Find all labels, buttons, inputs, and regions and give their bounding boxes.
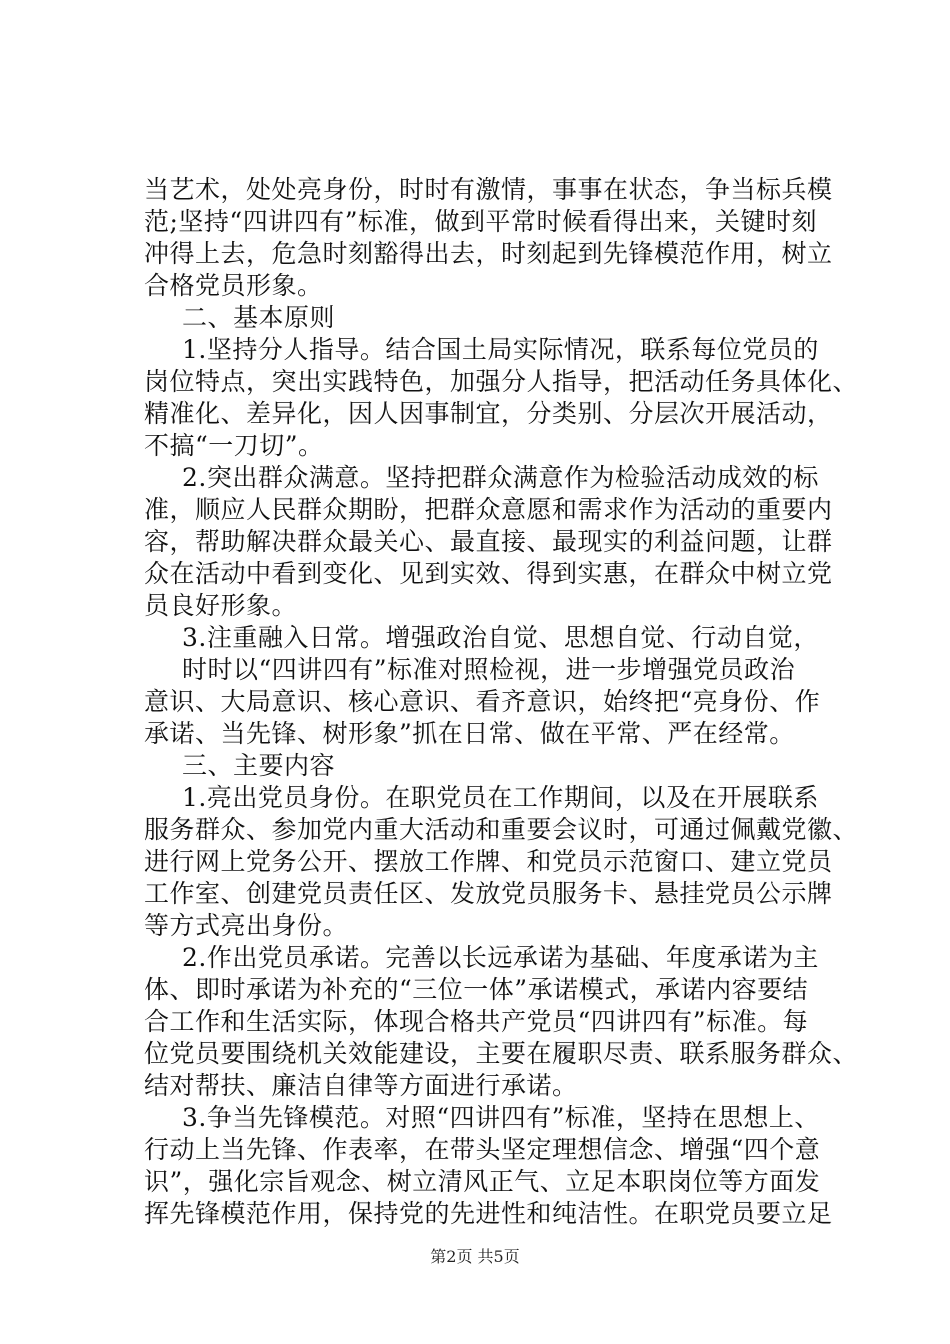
- body-text-line: 时时以“四讲四有”标准对照检视，进一步增强党员政治: [182, 655, 796, 684]
- body-text-line: 1.坚持分人指导。结合国土局实际情况，联系每位党员的: [182, 335, 819, 364]
- body-text-line: 员良好形象。: [144, 591, 298, 620]
- body-text-line: 行动上当先锋、作表率，在带头坚定理想信念、增强“四个意: [144, 1135, 821, 1164]
- body-text-line: 结对帮扶、廉洁自律等方面进行承诺。: [144, 1071, 578, 1100]
- section-heading: 三、主要内容: [182, 751, 336, 780]
- body-text-line: 挥先锋模范作用，保持党的先进性和纯洁性。在职党员要立足: [144, 1199, 833, 1228]
- body-text-line: 意识、大局意识、核心意识、看齐意识，始终把“亮身份、作: [144, 687, 821, 716]
- body-text-line: 精准化、差异化，因人因事制宜，分类别、分层次开展活动，: [144, 399, 833, 428]
- body-text-line: 承诺、当先锋、树形象”抓在日常、做在平常、严在经常。: [144, 719, 795, 748]
- body-text-line: 众在活动中看到变化、见到实效、得到实惠，在群众中树立党: [144, 559, 833, 588]
- body-text-line: 准，顺应人民群众期盼，把群众意愿和需求作为活动的重要内: [144, 495, 833, 524]
- body-text-line: 3.争当先锋模范。对照“四讲四有”标准，坚持在思想上、: [182, 1103, 820, 1132]
- body-text-line: 当艺术，处处亮身份，时时有激情，事事在状态，争当标兵模: [144, 175, 833, 204]
- body-text-line: 体、即时承诺为补充的“三位一体”承诺模式，承诺内容要结: [144, 975, 809, 1004]
- body-text-line: 进行网上党务公开、摆放工作牌、和党员示范窗口、建立党员: [144, 847, 833, 876]
- body-text-line: 2.作出党员承诺。完善以长远承诺为基础、年度承诺为主: [182, 943, 819, 972]
- page-footer: 第2页 共5页: [430, 1247, 520, 1266]
- body-text-line: 3.注重融入日常。增强政治自觉、思想自觉、行动自觉，: [182, 623, 819, 652]
- body-text-line: 容，帮助解决群众最关心、最直接、最现实的利益问题，让群: [144, 527, 833, 556]
- body-text-line: 工作室、创建党员责任区、发放党员服务卡、悬挂党员公示牌: [144, 879, 833, 908]
- body-text-line: 等方式亮出身份。: [144, 911, 349, 940]
- body-text-line: 范;坚持“四讲四有”标准，做到平常时候看得出来，关键时刻: [144, 207, 817, 236]
- body-text-line: 合格党员形象。: [144, 271, 323, 300]
- body-text-line: 1.亮出党员身份。在职党员在工作期间，以及在开展联系: [182, 783, 819, 812]
- body-text-line: 位党员要围绕机关效能建设，主要在履职尽责、联系服务群众、: [144, 1039, 859, 1068]
- section-heading: 二、基本原则: [182, 303, 336, 332]
- body-text-line: 岗位特点，突出实践特色，加强分人指导，把活动任务具体化、: [144, 367, 859, 396]
- body-text-line: 服务群众、参加党内重大活动和重要会议时，可通过佩戴党徽、: [144, 815, 859, 844]
- body-text-line: 合工作和生活实际，体现合格共产党员“四讲四有”标准。每: [144, 1007, 809, 1036]
- body-text-line: 识”，强化宗旨观念、树立清风正气、立足本职岗位等方面发: [144, 1167, 821, 1196]
- body-text-line: 不搞“一刀切”。: [144, 431, 324, 460]
- body-text-line: 2.突出群众满意。坚持把群众满意作为检验活动成效的标: [182, 463, 819, 492]
- body-text-line: 冲得上去，危急时刻豁得出去，时刻起到先锋模范作用，树立: [144, 239, 833, 268]
